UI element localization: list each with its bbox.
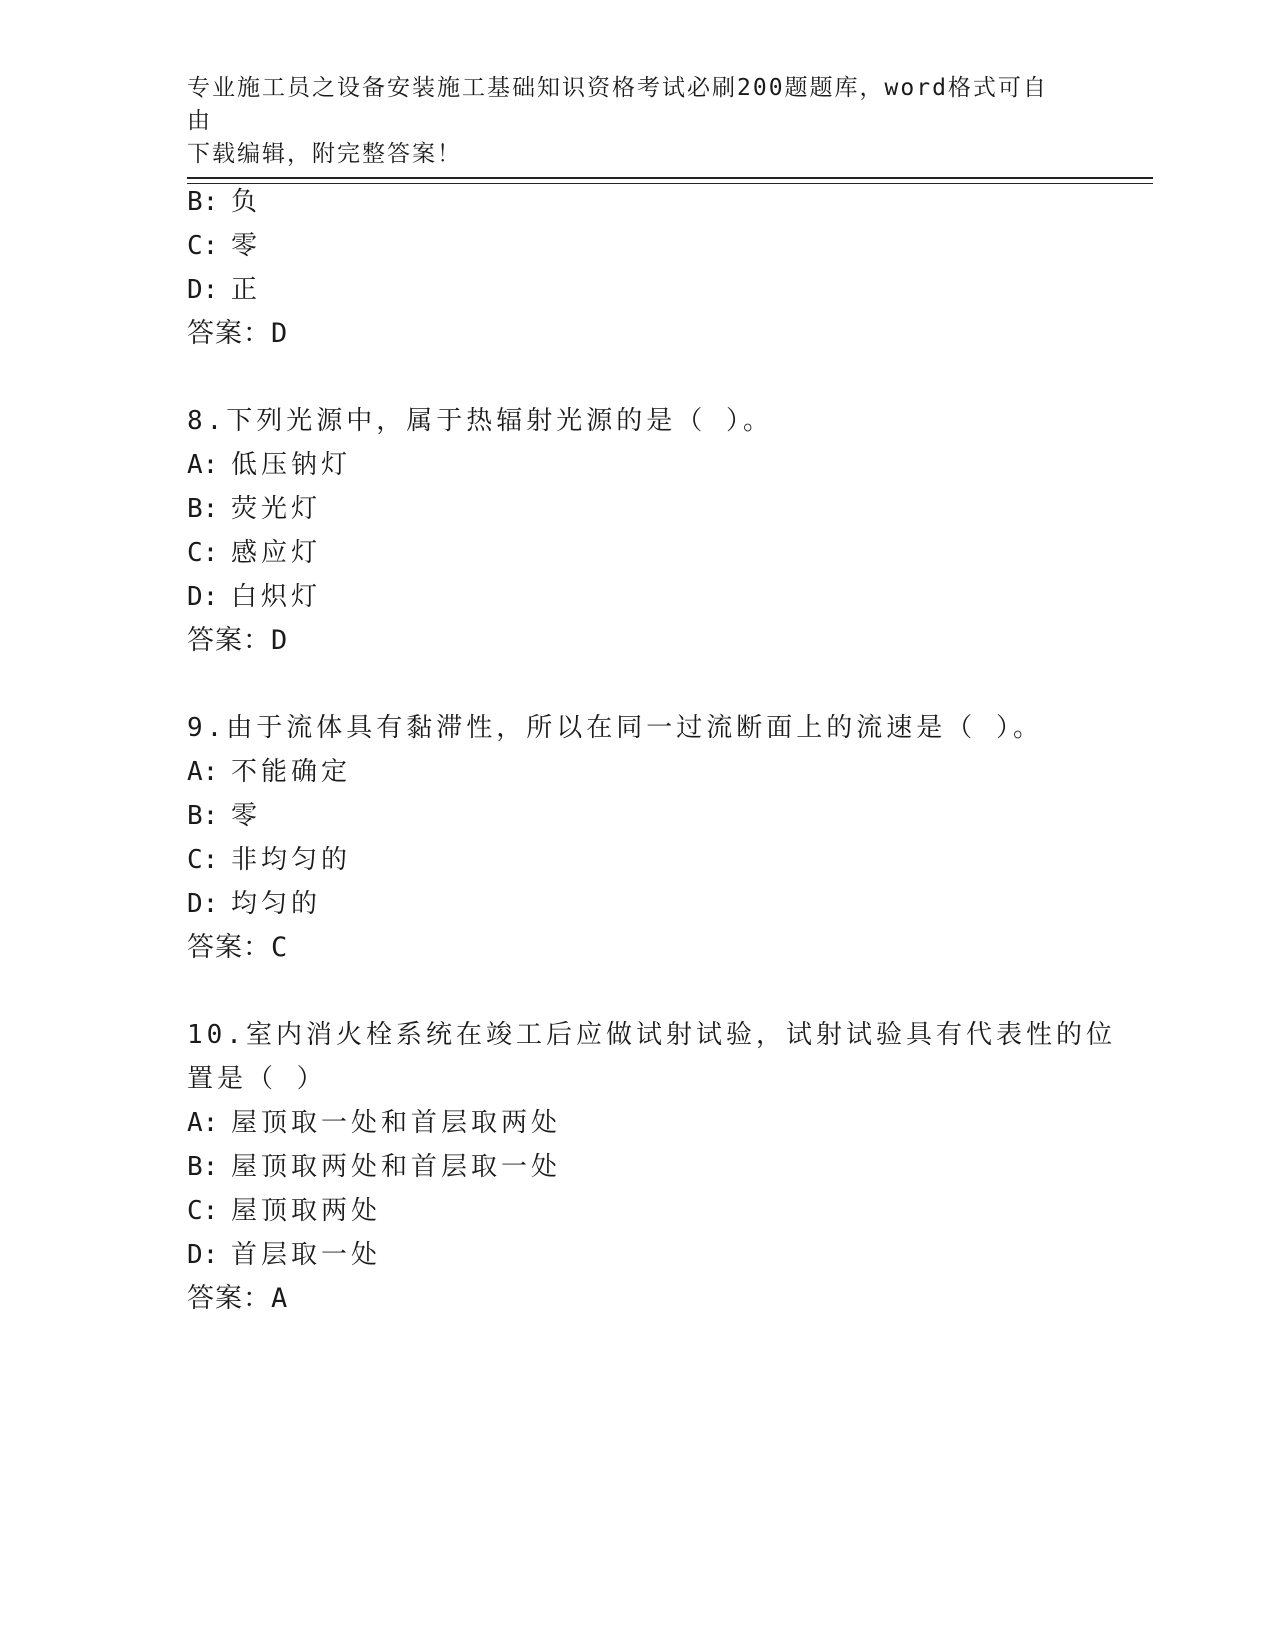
answer-label: 答案： [187, 932, 271, 963]
option-text: 零 [231, 231, 262, 261]
answer-value: D [271, 318, 288, 349]
option-key: D: [187, 1240, 219, 1270]
answer-label: 答案： [187, 318, 271, 349]
q7-option-b [187, 185, 261, 219]
q7-option-d [187, 273, 261, 307]
option-key: B: [187, 801, 219, 831]
q10-option-a [187, 1106, 561, 1140]
header-divider-thick [187, 177, 1153, 179]
q10-stem-line-1: 10.室内消火栓系统在竣工后应做试射试验，试射试验具有代表性的位 [187, 1020, 1116, 1050]
q8-option-c [187, 536, 321, 570]
document-header [187, 72, 1067, 171]
option-text: 感应灯 [231, 538, 322, 568]
option-key: D: [187, 582, 219, 612]
q8-option-a [187, 448, 351, 482]
option-text: 屋顶取两处和首层取一处 [231, 1152, 562, 1182]
q9-stem: 9.由于流体具有黏滞性，所以在同一过流断面上的流速是（ ）。 [187, 713, 1043, 743]
q8-stem: 8.下列光源中，属于热辐射光源的是（ ）。 [187, 406, 773, 436]
option-key: D: [187, 889, 219, 919]
answer-label: 答案： [187, 625, 271, 656]
option-text: 低压钠灯 [231, 450, 352, 480]
option-key: A: [187, 1108, 219, 1138]
option-text: 荧光灯 [231, 494, 322, 524]
q9-option-a [187, 755, 351, 789]
option-text: 零 [231, 801, 262, 831]
option-key: B: [187, 1152, 219, 1182]
q10-option-b [187, 1150, 561, 1184]
q10-option-c [187, 1194, 381, 1228]
option-text: 不能确定 [231, 757, 352, 787]
option-key: D: [187, 275, 219, 305]
option-text: 首层取一处 [231, 1240, 382, 1270]
option-text: 屋顶取一处和首层取两处 [231, 1108, 562, 1138]
option-text: 非均匀的 [231, 845, 352, 875]
q10-answer [187, 1282, 287, 1316]
answer-value: A [271, 1283, 288, 1314]
header-divider-thin [187, 183, 1153, 184]
q8-answer [187, 624, 287, 658]
q9-option-d [187, 887, 321, 921]
answer-label: 答案： [187, 1283, 271, 1314]
option-text: 负 [231, 187, 262, 217]
option-text: 正 [231, 275, 262, 305]
answer-value: C [271, 932, 288, 963]
q9-option-b [187, 799, 261, 833]
option-key: C: [187, 845, 219, 875]
option-key: A: [187, 757, 219, 787]
option-key: B: [187, 187, 219, 217]
option-key: C: [187, 231, 219, 261]
q10-option-d [187, 1238, 381, 1272]
option-text: 均匀的 [231, 889, 322, 919]
q9-answer [187, 931, 287, 965]
q7-option-c [187, 229, 261, 263]
header-line-1: 专业施工员之设备安装施工基础知识资格考试必刷200题题库，word格式可自由 [187, 75, 1048, 134]
q10-stem-line-2: 置是（ ） [187, 1064, 327, 1094]
option-key: B: [187, 494, 219, 524]
q8-option-b [187, 492, 321, 526]
option-key: C: [187, 538, 219, 568]
q8-option-d [187, 580, 321, 614]
option-text: 屋顶取两处 [231, 1196, 382, 1226]
q9-option-c [187, 843, 351, 877]
header-line-2: 下载编辑，附完整答案！ [187, 141, 462, 167]
option-key: A: [187, 450, 219, 480]
answer-value: D [271, 625, 288, 656]
q7-answer [187, 317, 287, 351]
option-key: C: [187, 1196, 219, 1226]
option-text: 白炽灯 [231, 582, 322, 612]
